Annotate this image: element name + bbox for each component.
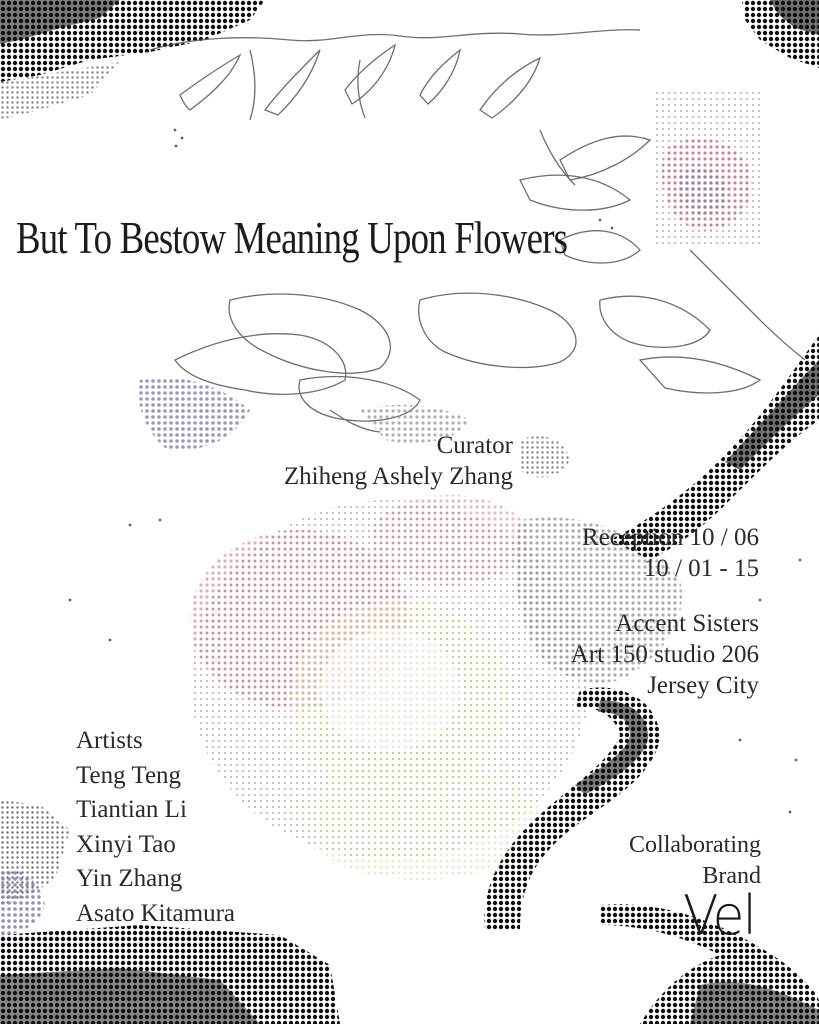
artist-name: Teng Teng: [76, 761, 182, 789]
dates-block: [582, 522, 759, 584]
brand-label-line2: Brand: [702, 863, 761, 889]
brand-block: [629, 830, 761, 892]
reception-date: Reception 10 / 06: [581, 524, 759, 551]
venue-city: Jersey City: [647, 672, 759, 699]
venue-name: Accent Sisters: [615, 610, 759, 637]
brand-logo: Vel: [683, 884, 755, 948]
brand-label-line1: Collaborating: [629, 832, 761, 858]
artists-heading: Artists: [76, 727, 143, 754]
artist-name: Tiantian Li: [76, 796, 187, 823]
curator-label: Curator: [436, 432, 513, 459]
curator-name: Zhiheng Ashely Zhang: [283, 463, 513, 490]
artist-name: Asato Kitamura: [76, 899, 235, 927]
artists-block: [76, 724, 235, 931]
curator-block: [284, 430, 513, 492]
venue-block: [571, 608, 759, 701]
venue-address: Art 150 studio 206: [570, 641, 759, 668]
exhibition-date-range: 10 / 01 - 15: [643, 555, 759, 582]
artist-name: Yin Zhang: [76, 865, 183, 892]
exhibition-title: But To Bestow Meaning Upon Flowers: [16, 212, 568, 263]
artist-name: Xinyi Tao: [76, 830, 176, 858]
